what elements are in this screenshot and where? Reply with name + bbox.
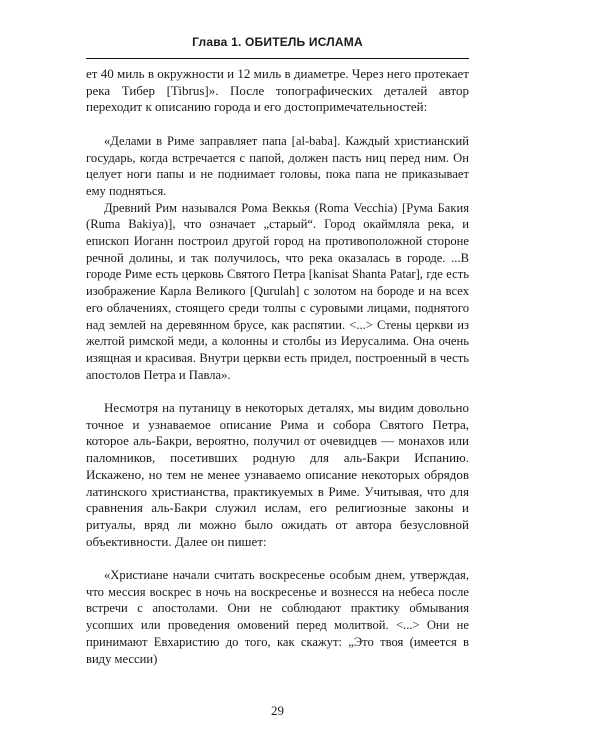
body-text bbox=[86, 66, 469, 667]
running-head: Глава 1. ОБИТЕЛЬ ИСЛАМА bbox=[192, 35, 363, 49]
header-rule bbox=[86, 58, 469, 59]
paragraph-1: ет 40 миль в окружности и 12 миль в диаметре. Через него протекает река Тибер [Tibrus]». После топографических деталей автор переходит к описанию города и его достопримечательностей: bbox=[86, 66, 469, 115]
quote-3: «Христиане начали считать воскресенье особым днем, утверждая, что мессия воскрес в ночь на воскресенье и вознесся на небеса после встречи с апостолами. Они не соблюдают практику обмывания усопших или проведения омовений перед молитвой. <...> Они не принимают Евхаристию до того, как скажут: „Это твоя (имеется в виду мессии) bbox=[86, 568, 469, 666]
spacer bbox=[86, 550, 469, 567]
page-number: 29 bbox=[271, 703, 284, 718]
spacer bbox=[86, 116, 469, 133]
quote-1: «Делами в Риме заправляет папа [al-baba]. Каждый христианский государь, когда встречается с папой, должен пасть ниц перед ним. Он целует ноги папы и не поднимает головы, пока папа не приказывает ему подняться. bbox=[86, 133, 469, 198]
spacer bbox=[86, 383, 469, 400]
paragraph-2: Несмотря на путаницу в некоторых деталях, мы видим довольно точное и узнаваемое описание Рима и собора Святого Петра, которое аль-Бакри, вероятно, получил от очевидцев — монахов или паломников, посетивших родную для аль-Бакри Испанию. Искажено, но тем не менее узнаваемо описание некоторых обрядов латинского христианства, практикуемых в Риме. Учитывая, что для сравнения аль-Бакри служил ислам, его религиозные законы и ритуалы, вряд ли можно было ожидать от автора безусловной объективности. Далее он пишет: bbox=[86, 400, 469, 549]
quote-2: Древний Рим назывался Рома Веккья (Roma Vecchia) [Рума Бакия (Ruma Bakiya)], что означает „старый“. Город окаймляла река, и епископ Иоганн построил другой город на противоположной стороне речной долины, и так получилось, что река оказалась в городе. ...В городе Риме есть церковь Святого Петра [kanisat Shanta Patar], где есть изображение Карла Великого [Qurulah] с золотом на бороде и на всех его облачениях, стоящего среди толпы с суровыми лицами, поднятого над землей на деревянном брусе, как распятии. <...> Стены церкви из желтой римской меди, а колонны и столбы из Иерусалима. Она очень изящная и красивая. Внутри церкви есть придел, построенный в честь апостолов Петра и Павла». bbox=[86, 200, 469, 382]
